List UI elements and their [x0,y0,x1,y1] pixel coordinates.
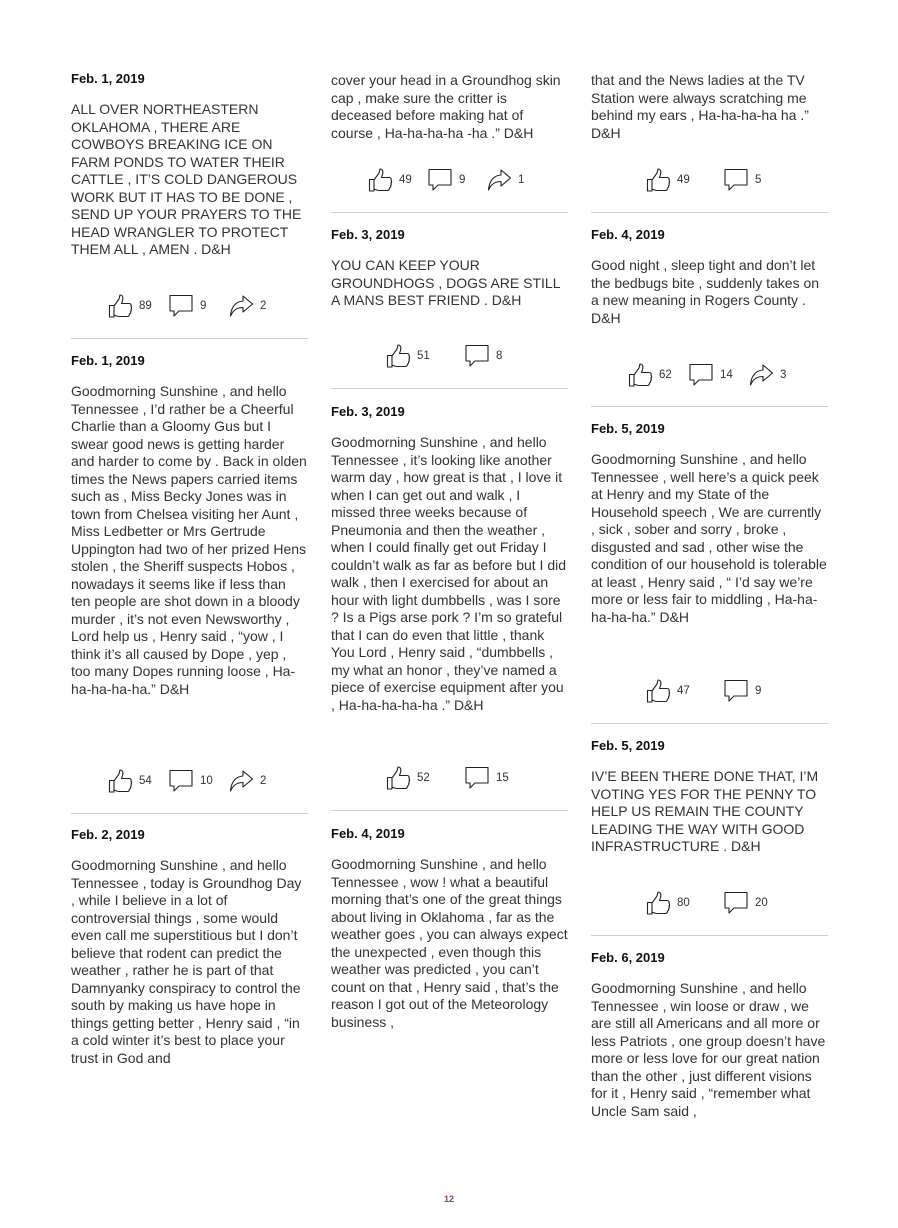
comment-count: 5 [755,174,762,186]
comment-count: 20 [755,897,768,909]
like-count: 62 [659,369,672,381]
thumbs-up-icon [645,678,671,704]
comment-icon [427,167,453,193]
comment-icon [168,293,194,319]
divider [331,810,568,811]
comment-icon [168,768,194,794]
like-count: 80 [677,897,690,909]
like-button[interactable] [645,677,690,705]
post-date: Feb. 1, 2019 [71,71,145,86]
comment-count: 15 [496,772,509,784]
divider [591,212,828,213]
share-icon [486,167,512,193]
post-date: Feb. 3, 2019 [331,404,405,419]
post-date: Feb. 4, 2019 [331,826,405,841]
post-date: Feb. 6, 2019 [591,950,665,965]
like-button[interactable] [107,292,152,320]
comment-button[interactable] [723,677,761,705]
divider [71,813,308,814]
like-button[interactable] [385,764,430,792]
post-text: Good night , sleep tight and don’t let the bedbugs bite , suddenly takes on a new meaning in Rogers County . D&H [591,257,820,326]
share-button[interactable] [228,767,266,795]
post-text: Goodmorning Sunshine , and hello Tennessee , wow ! what a beautiful morning that’s one of the great things about living in Oklahoma , far as the weather goes , you can always expect the unexpected , even though this weather was predicted , you can’t count on that , Henry said , that’s the reason I got out of the Meteorology business , [331,856,568,1030]
comment-icon [688,362,714,388]
thumbs-up-icon [627,362,653,388]
like-count: 49 [399,174,412,186]
share-icon [748,362,774,388]
comment-count: 8 [496,350,503,362]
post-text: Goodmorning Sunshine , and hello Tennessee , win loose or draw , we are still all Americans and all more or less Patriots , one group doesn’t have more or less love for our great nation than the other , just different visions for it , Henry said , “remember what Uncle Sam said , [591,980,826,1119]
comment-count: 9 [459,174,466,186]
divider [591,723,828,724]
divider [591,935,828,936]
comment-button[interactable] [688,361,733,389]
post-text: that and the News ladies at the TV Station were always scratching me behind my ears , Ha-ha-ha-ha ha .” D&H [591,72,809,141]
like-button[interactable] [107,767,152,795]
share-count: 2 [260,300,267,312]
comment-button[interactable] [464,342,502,370]
share-icon [228,293,254,319]
post-date: Feb. 3, 2019 [331,227,405,242]
comment-count: 9 [755,685,762,697]
post-date: Feb. 5, 2019 [591,421,665,436]
like-count: 51 [417,350,430,362]
post-stats [591,166,828,196]
share-button[interactable] [748,361,786,389]
divider [331,212,568,213]
comment-button[interactable] [427,166,465,194]
comment-count: 9 [200,300,207,312]
like-button[interactable] [385,342,430,370]
post-text: IV’E BEEN THERE DONE THAT, I’M VOTING YES FOR THE PENNY TO HELP US REMAIN THE COUNTY LEADING THE WAY WITH GOOD INFRASTRUCTURE . D&H [591,768,819,854]
post-stats [331,166,568,196]
post-stats [591,677,828,707]
post-stats [331,764,568,794]
divider [331,388,568,389]
post-text: ALL OVER NORTHEASTERN OKLAHOMA , THERE ARE COWBOYS BREAKING ICE ON FARM PONDS TO WATER THEIR CATTLE , IT’S COLD DANGEROUS WORK BUT IT HAS TO BE DONE , SEND UP YOUR PRAYERS TO THE HEAD WRANGLER TO PROTECT THEM ALL , AMEN . D&H [71,101,302,257]
thumbs-up-icon [385,343,411,369]
post-text: Goodmorning Sunshine , and hello Tennessee , I’d rather be a Cheerful Charlie than a Gloomy Gus but I swear good news is getting harder and harder to come by . Back in olden times the News papers carried items such as , Miss Becky Jones was in town from Chelsea visiting her Aunt , Miss Ledbetter or Mrs Gertrude Uppington had two of her prized Hens stolen , the Sheriff suspects Hobos , nowadays it seems like if less than ten people are shot down in a bloody murder , it’s not even Newsworthy , Lord help us , Henry said , “yow , I think it’s all caused by Dope , yep , too many Dopes running loose , Ha-ha-ha-ha-ha.” D&H [71,383,307,697]
comment-count: 14 [720,369,733,381]
share-icon [228,768,254,794]
post-text: cover your head in a Groundhog skin cap , make sure the critter is deceased before making hat of course , Ha-ha-ha-ha -ha .” D&H [331,72,561,141]
comment-icon [464,343,490,369]
comment-button[interactable] [168,292,206,320]
like-button[interactable] [645,166,690,194]
post-date: Feb. 2, 2019 [71,827,145,842]
thumbs-up-icon [645,890,671,916]
thumbs-up-icon [367,167,393,193]
page-number: 12 [443,1194,454,1204]
comment-icon [464,765,490,791]
post-date: Feb. 4, 2019 [591,227,665,242]
post-stats [71,767,308,797]
comment-icon [723,167,749,193]
share-button[interactable] [228,292,266,320]
like-button[interactable] [627,361,672,389]
thumbs-up-icon [107,293,133,319]
divider [71,338,308,339]
post-stats [591,889,828,919]
post-stats [331,342,568,372]
comment-icon [723,678,749,704]
post-stats [71,292,308,322]
like-count: 47 [677,685,690,697]
comment-icon [723,890,749,916]
divider [591,406,828,407]
comment-button[interactable] [723,889,768,917]
share-count: 2 [260,775,267,787]
comment-button[interactable] [464,764,509,792]
share-count: 3 [780,369,787,381]
thumbs-up-icon [385,765,411,791]
comment-count: 10 [200,775,213,787]
comment-button[interactable] [723,166,761,194]
post-text: Goodmorning Sunshine , and hello Tennessee , well here’s a quick peek at Henry and my State of the Household speech , We are currently , sick , sober and sorry , broke , disgusted and sad , other wise the condition of our household is tolerable at least , Henry said , “ I’d say we’re more or less fair to middling , Ha-ha-ha-ha-ha.” D&H [591,451,827,625]
post-stats [591,361,828,391]
like-count: 49 [677,174,690,186]
thumbs-up-icon [107,768,133,794]
like-button[interactable] [367,166,412,194]
share-count: 1 [518,174,525,186]
post-text: Goodmorning Sunshine , and hello Tennessee , today is Groundhog Day , while I believe in a lot of controversial things , some would even call me superstitious but I don’t believe that rodent can predict the weather , rather he is part of that Damnyanky conspiracy to control the south by making us have hope in things getting better , Henry said , “in a cold winter it’s best to place your trust in God and [71,857,302,1066]
comment-button[interactable] [168,767,213,795]
like-count: 52 [417,772,430,784]
post-date: Feb. 1, 2019 [71,353,145,368]
post-text: Goodmorning Sunshine , and hello Tennessee , it’s looking like another warm day , how great is that , I love it when I can get out and walk , I missed three weeks because of Pneumonia and then the weather , when I could finally get out Friday I couldn’t walk as far as before but I did walk , then I exercised for about an hour with light dumbbells , was I sore ? Is a Pigs arse pork ? I’m so grateful that I can do even that little , thank You Lord , Henry said , “dumbbells , my what an honor , they’ve named a piece of exercise equipment after you , Ha-ha-ha-ha-ha .” D&H [331,434,567,713]
like-count: 54 [139,775,152,787]
share-button[interactable] [486,166,524,194]
like-count: 89 [139,300,152,312]
like-button[interactable] [645,889,690,917]
thumbs-up-icon [645,167,671,193]
post-date: Feb. 5, 2019 [591,738,665,753]
post-text: YOU CAN KEEP YOUR GROUNDHOGS , DOGS ARE STILL A MANS BEST FRIEND . D&H [331,257,560,308]
